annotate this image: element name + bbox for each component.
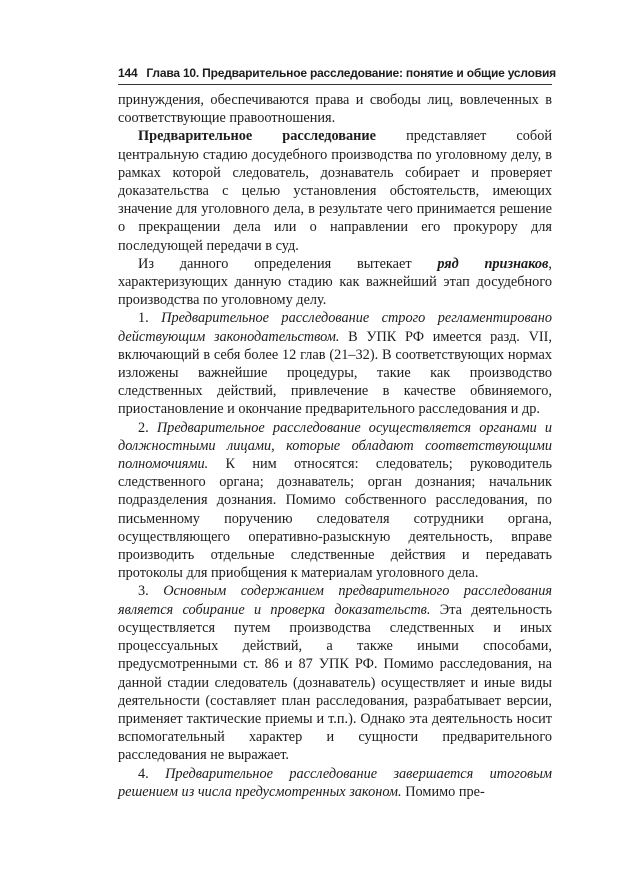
item-number: 4.: [138, 765, 166, 782]
page-number: 144: [118, 66, 138, 80]
paragraph-text: представляет собой центральную стадию досудебного производства по уголовному делу, в рамках которой следователь, дознаватель собирает и проверяет доказательства с целью установления обстоятельств, имеющих значение для уголовного дела, в результате чего принимается решение о прекращении дела или о направлении его прокурору для последующей передачи в суд.: [118, 128, 552, 254]
paragraph-text: Из данного определения вытекает: [138, 255, 438, 272]
feature-statement: Предварительное расследование строго регламентировано действующим законодательством.: [118, 310, 553, 345]
body-text: [118, 91, 552, 801]
defined-term: Предварительное расследование: [138, 128, 376, 145]
item-number: 1.: [138, 310, 162, 327]
paragraph-text: , характеризующих данную стадию как важнейший этап досудебного производства по уголовному делу.: [118, 255, 552, 309]
paragraph-text: Эта деятельность осуществляется путем производства следственных и иных процессуальных действий, а также иными способами, предусмотренными ст. 86 и 87 УПК РФ. Помимо расследования, на данной стадии следователь (дознаватель) осуществляет и иные виды деятельности (составляет план расследования, разрабатывает версии, применяет тактические приемы и т.п.). Однако эта деятельность носит вспомогательный характер и сущности предварительного расследования не выражает.: [118, 601, 552, 764]
item-number: 3.: [138, 583, 164, 600]
book-page: [118, 66, 556, 801]
paragraph-continuation: [118, 91, 552, 127]
item-number: 2.: [138, 419, 157, 436]
paragraph-definition: [118, 127, 552, 254]
paragraph-text: В УПК РФ имеется разд. VII, включающий в себя более 12 глав (21–32). В соответствующих нормах изложены важнейшие процедуры, такие как производство следственных действий, привлечение в качестве обвиняемого, приостановление и окончание предварительного расследования и др.: [118, 328, 552, 418]
emphasized-phrase: ряд признаков: [437, 255, 549, 272]
feature-statement: Предварительное расследование завершается итоговым решением из числа предусмотренных законом.: [118, 765, 553, 800]
feature-statement: Предварительное расследование осуществляется органами и должностными лицами, которые обладают соответствующими полномочиями.: [118, 419, 552, 473]
running-header: [118, 66, 556, 85]
paragraph-text: принуждения, обеспечиваются права и свободы лиц, вовлеченных в соответствующие правоотношения.: [118, 92, 552, 127]
paragraph-feature-4: [118, 765, 552, 801]
chapter-title: Глава 10. Предварительное расследование: понятие и общие условия: [146, 66, 556, 80]
feature-statement: Основным содержанием предварительного расследования является собирание и проверка доказательств.: [118, 583, 552, 618]
paragraph-feature-3: [118, 582, 552, 764]
paragraph-features-intro: [118, 255, 552, 310]
paragraph-text: Помимо пре-: [401, 783, 485, 800]
paragraph-feature-2: [118, 419, 552, 583]
paragraph-feature-1: [118, 309, 552, 418]
paragraph-text: К ним относятся: следователь; руководитель следственного органа; дознаватель; орган дознания; начальник подразделения дознания. Помимо собственного расследования, по письменному поручению следователя сотрудники органа, осуществляющего оперативно-разыскную деятельность, вправе производить отдельные следственные действия и передавать протоколы для приобщения к материалам уголовного дела.: [118, 456, 552, 582]
